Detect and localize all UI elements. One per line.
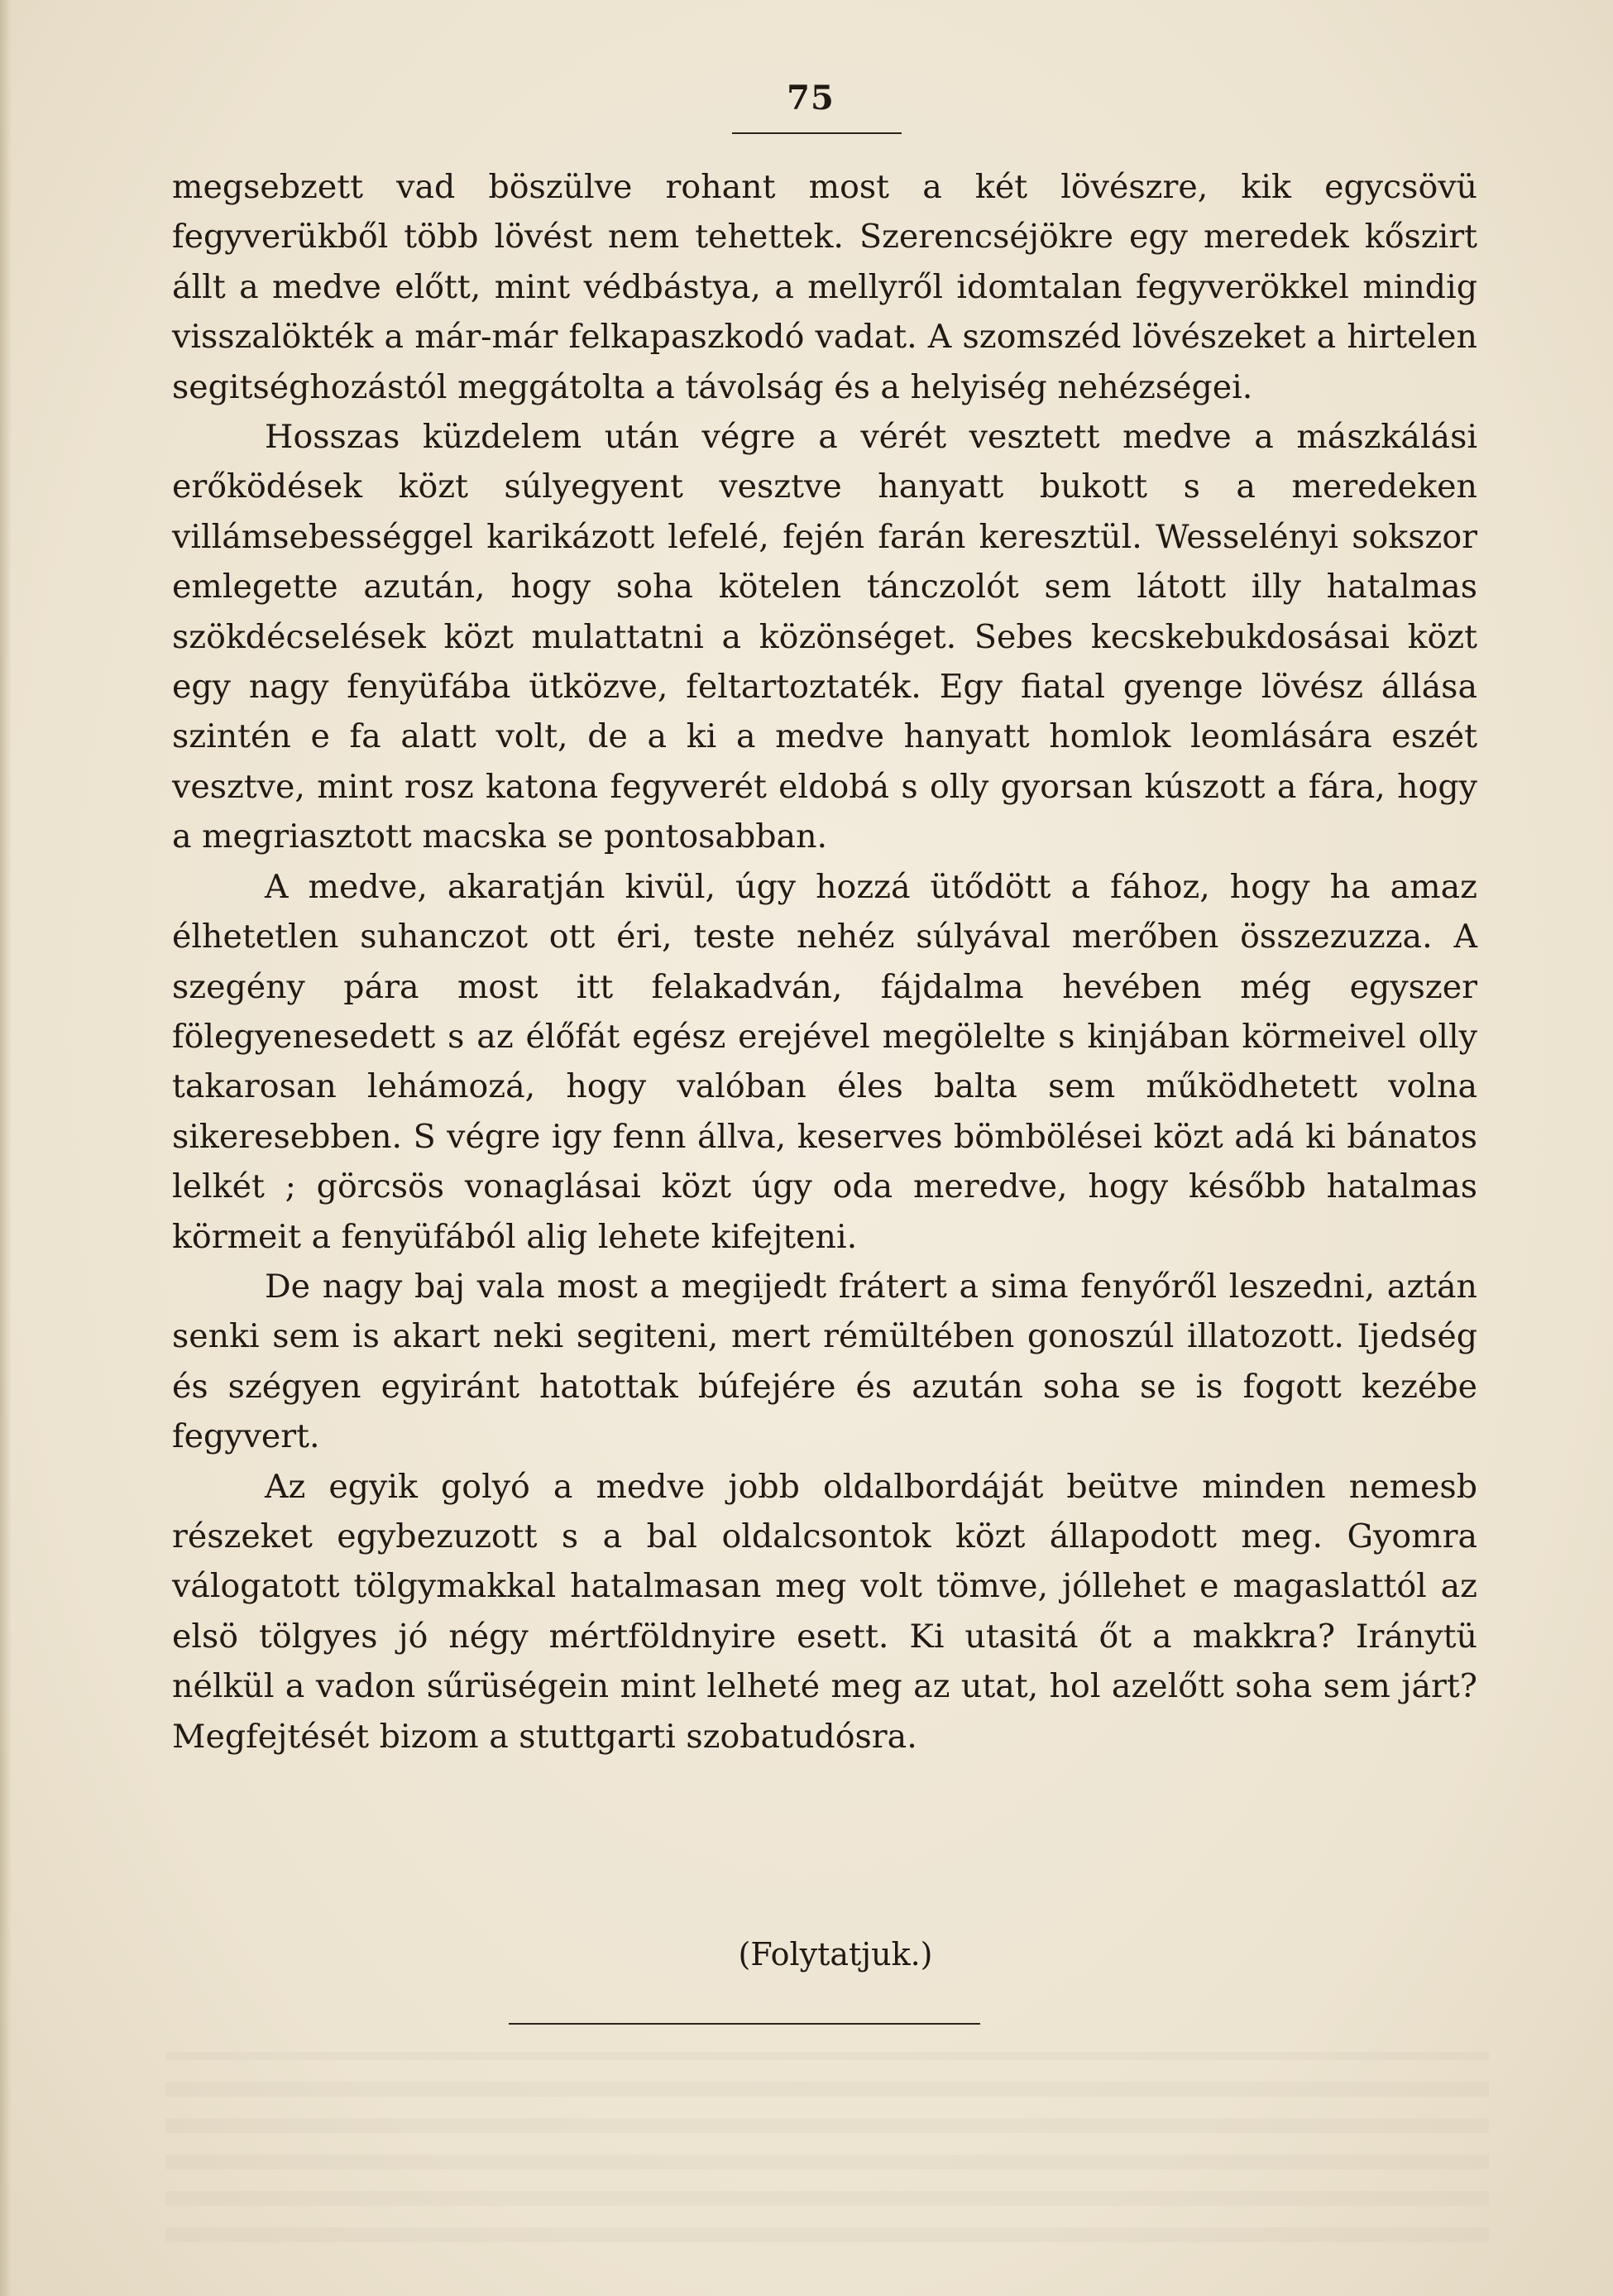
paragraph: De nagy baj vala most a megijedt frátert a sima fenyőről leszedni, aztán senki sem is akart neki segiteni, mert rémültében gonoszúl illatozott. Ijedség és szégyen egyiránt hatottak búfejére és azután soha se is fogott kezébe fegyvert. — [172, 1267, 1477, 1456]
paragraph: Az egyik golyó a medve jobb oldalbordáját beütve minden nemesb részeket egybezuzott s a bal oldalcsontok közt állapodott meg. Gyomra válogatott tölgymakkal hatalmasan meg volt tömve, jóllehet e magaslattól az elsö tölgyes jó négy mértföldnyire esett. Ki utasitá őt a makkra? Iránytü nélkül a vadon sűrüségein mint lelheté meg az utat, hol azelőtt soha sem járt? Megfejtését bizom a stuttgarti szobatudósra. — [172, 1467, 1477, 1756]
page-number: 75 — [787, 79, 835, 117]
paragraph: A medve, akaratján kivül, úgy hozzá ütődött a fához, hogy ha amaz élhetetlen suhanczot ott éri, teste nehéz súlyával merőben összezuzza. A szegény pára most itt felakadván, fájdalma hevében még egyszer fölegyenesedett s az élőfát egész erejével megölelte s kinjában körmeivel olly takarosan lehámozá, hogy valóban éles balta sem működhetett volna sikeresebben. S végre igy fenn állva, keserves bömbölései közt adá ki bánatos lelkét ; görcsös vonaglásai közt úgy oda meredve, hogy később hatalmas körmeit a fenyüfából alig lehete kifejteni. — [172, 867, 1477, 1256]
paragraph-continuation: megsebzett vad böszülve rohant most a két lövészre, kik egycsövü fegyverükből több lövést nem tehettek. Szerencséjökre egy meredek kőszirt állt a medve előtt, mint védbástya, a mellyről idomtalan fegyverökkel mindig visszalökték a már-már felkapaszkodó vadat. A szomszéd lövészeket a hirtelen segitséghozástól meggátolta a távolság és a helyiség nehézségei. — [172, 168, 1477, 406]
paragraph: Hosszas küzdelem után végre a vérét vesztett medve a mászkálási erőködések közt súlyegyent vesztve hanyatt bukott s a meredeken villámsebességgel karikázott lefelé, fején farán keresztül. Wesselényi sokszor emlegette azután, hogy soha kötelen tánczolót sem látott illy hatalmas szökdécselések közt mulattatni a közönséget. Sebes kecskebukdosásai közt egy nagy fenyüfába ütközve, feltartoztaték. Egy fiatal gyenge lövész állása szintén e fa alatt volt, de a ki a medve hanyatt homlok leomlására eszét vesztve, mint rosz katona fegyverét eldobá s olly gyorsan kúszott a fára, hogy a megriasztott macska se pontosabban. — [172, 418, 1477, 856]
footer-rule — [509, 2023, 980, 2025]
continuation-note: (Folytatjuk.) — [738, 1936, 933, 1972]
binding-shadow — [0, 0, 12, 2296]
bleed-through-texture — [165, 2052, 1489, 2242]
header-rule — [732, 132, 902, 134]
article-body — [172, 162, 1477, 1762]
